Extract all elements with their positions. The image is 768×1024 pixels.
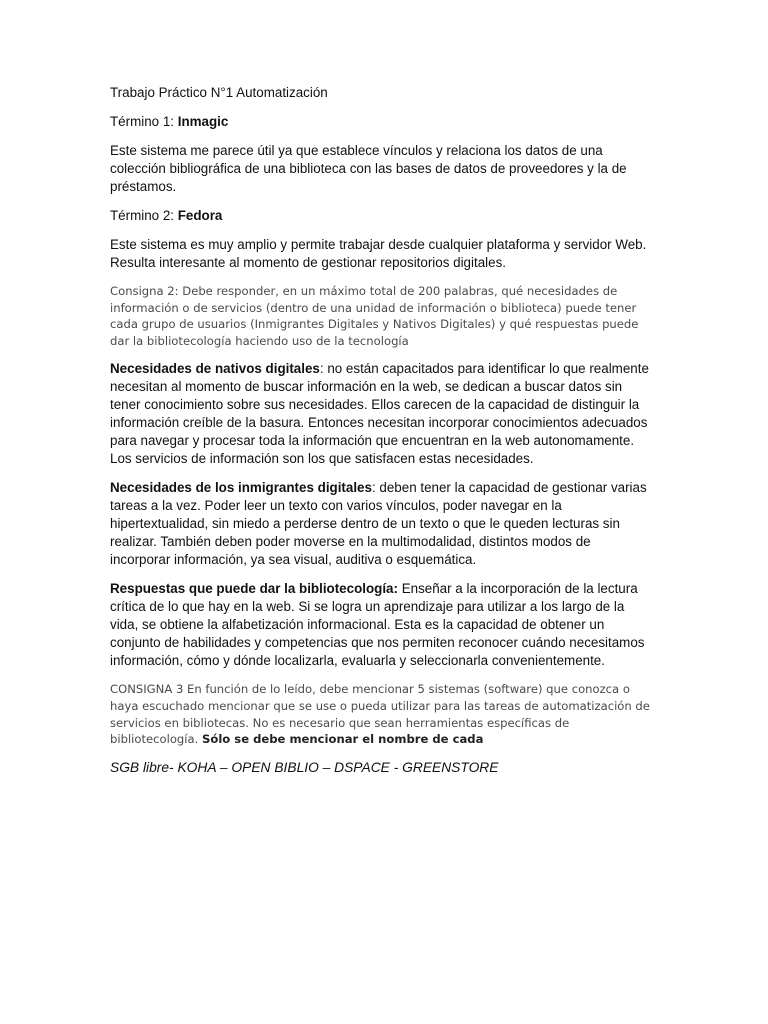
respuestas-heading: Respuestas que puede dar la bibliotecología: [110, 581, 398, 597]
term-1-paragraph: Este sistema me parece útil ya que establece vínculos y relaciona los datos de una colección bibliográfica de una biblioteca con las bases de datos de proveedores y la de préstamos. [110, 143, 627, 194]
nativos-heading: Necesidades de nativos digitales [110, 361, 320, 377]
term-2-paragraph: Este sistema es muy amplio y permite trabajar desde cualquier plataforma y servidor Web. Resulta interesante al momento de gestionar repositorios digitales. [110, 237, 647, 270]
term-1-label: Término 1: [110, 114, 178, 129]
inmigrantes-paragraph [110, 479, 650, 569]
nativos-text: : no están capacitados para identificar lo que realmente necesitan al momento de buscar información en la web, se dedican a buscar datos sin tener conocimiento sobre sus necesidades. Ellos carecen de la capacidad de distinguir la información creíble de la basura. Entonces necesitan incorporar conocimientos adecuados para navegar y procesar toda la información que encuentran en la web autonomamente. Los servicios de información son los que satisfacen estas necesidades. [110, 361, 649, 467]
respuestas-paragraph [110, 580, 650, 670]
consigna-2-paragraph: Consigna 2: Debe responder, en un máximo total de 200 palabras, qué necesidades de información o de servicios (dentro de una unidad de información o biblioteca) puede tener cada grupo de usuarios (Inmigrantes Digitales y Nativos Digitales) y qué respuestas puede dar la bibliotecología haciendo uso de la tecnología [110, 284, 639, 348]
term-2-label: Término 2: [110, 208, 178, 223]
inmigrantes-text: : deben tener la capacidad de gestionar varias tareas a la vez. Poder leer un texto con varios vínculos, poder navegar en la hipertextualidad, sin miedo a perderse dentro de un texto o que le queden lecturas sin realizar. También deben poder moverse en la multimodalidad, distintos modos de incorporar información, ya sea visual, auditiva o esquemática. [110, 480, 647, 568]
nativos-paragraph [110, 360, 650, 468]
consigna-3-paragraph [110, 681, 650, 747]
respuestas-text: Enseñar a la incorporación de la lectura crítica de lo que hay en la web. Si se logra un aprendizaje para utilizar a los largo de la vida, se obtiene la alfabetización informacional. Esta es la capacidad de obtener un conjunto de habilidades y competencias que nos permiten reconocer cuándo necesitamos información, cómo y dónde localizarla, evaluarla y seleccionarla convenientemente. [110, 581, 645, 669]
document-title: Trabajo Práctico N°1 Automatización [110, 85, 328, 100]
consigna-3-bold: Sólo se debe mencionar el nombre de cada [202, 732, 484, 747]
term-2-heading [110, 207, 650, 225]
term-1-heading [110, 113, 650, 131]
software-answer: SGB libre- KOHA – OPEN BIBLIO – DSPACE - GREENSTORE [110, 759, 499, 775]
consigna-3-text: CONSIGNA 3 En función de lo leído, debe mencionar 5 sistemas (software) que conozca o haya escuchado mencionar que se use o pueda utilizar para las tareas de automatización de servicios en bibliotecas. No es necesario que sean herramientas específicas de bibliotecología. [110, 682, 650, 747]
term-2-name: Fedora [177, 208, 223, 223]
inmigrantes-heading: Necesidades de los inmigrantes digitales [110, 480, 372, 496]
term-1-name: Inmagic [177, 114, 229, 129]
document-page [110, 84, 650, 777]
